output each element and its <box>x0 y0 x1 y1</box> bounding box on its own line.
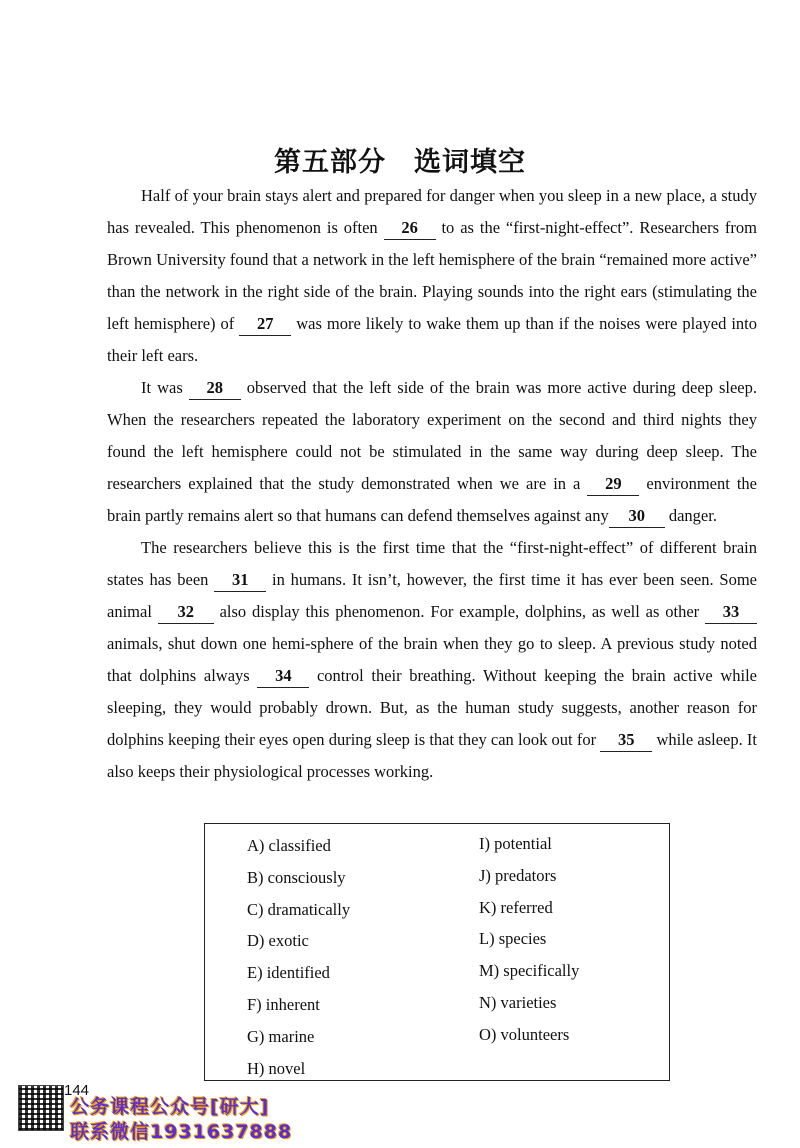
paragraph-1 <box>107 180 757 372</box>
qr-code-icon <box>18 1085 64 1131</box>
passage-text: to as the “first-night-effect”. Researchers from Brown University found that a network in the left hemisphere of the brain “remained more active” than the network in the right side of the brain. Playing sounds into the right ears (stimulating the left hemisphere) of <box>107 218 757 333</box>
blank-29[interactable]: 29 <box>587 473 639 496</box>
blank-35[interactable]: 35 <box>600 729 652 752</box>
passage-text: observed that the left side of the brain was more active during deep sleep. When the researchers repeated the laboratory experiment on the second and third nights they found the left hemisphere could not be stimulated in the same way during deep sleep. The researchers explained that the study demonstrated when we are in a <box>107 378 757 493</box>
option-a: A) classified <box>247 836 331 855</box>
passage-text: environment the brain partly remains alert so that humans can defend themselves against any <box>107 474 758 525</box>
paragraph-3 <box>107 532 757 788</box>
blank-27[interactable]: 27 <box>239 313 291 336</box>
option-g: G) marine <box>247 1026 315 1046</box>
blank-31[interactable]: 31 <box>214 569 266 592</box>
passage-text: It was <box>141 378 189 397</box>
option-n: N) varieties <box>479 992 557 1012</box>
passage-text: The researchers believe this is the first time that the “first-night-effect” of different brain states has been <box>107 538 757 589</box>
option-i: I) potential <box>479 834 552 853</box>
word-bank-left-column <box>247 834 350 1088</box>
blank-28[interactable]: 28 <box>189 377 241 400</box>
passage-text: control their breathing. Without keeping the brain active while sleeping, they would probably drown. But, as the human study suggests, another reason for dolphins keeping their eyes open during sleep is that they can look out for <box>107 666 757 749</box>
option-e: E) identified <box>247 963 330 983</box>
option-c: C) dramatically <box>247 899 351 919</box>
blank-32[interactable]: 32 <box>158 601 214 624</box>
option-d: D) exotic <box>247 931 309 951</box>
word-bank-right-column <box>479 832 579 1055</box>
passage <box>107 180 757 788</box>
passage-text: was more likely to wake them up than if the noises were played into their left ears. <box>107 314 758 365</box>
blank-34[interactable]: 34 <box>257 665 309 688</box>
option-b: B) consciously <box>247 867 346 887</box>
passage-text: animals, shut down one hemi-sphere of the brain when they go to sleep. A previous study noted that dolphins always <box>107 634 757 685</box>
passage-text: danger. <box>664 506 717 525</box>
option-k: K) referred <box>479 897 553 917</box>
option-o: O) volunteers <box>479 1024 570 1044</box>
option-f: F) inherent <box>247 994 320 1014</box>
passage-text: also display this phenomenon. For example, dolphins, as well as other <box>213 602 705 621</box>
option-l: L) species <box>479 929 547 949</box>
watermark-line-1: 公务课程公众号[研大] <box>70 1096 270 1118</box>
option-j: J) predators <box>479 865 557 885</box>
option-h: H) novel <box>247 1058 306 1078</box>
page-number: 144 <box>64 1082 90 1099</box>
passage-text: in humans. It isn’t, however, the first time it has ever been seen. Some animal <box>107 570 757 621</box>
passage-text: while asleep. It also keeps their physiological processes working. <box>107 730 758 781</box>
passage-text: Half of your brain stays alert and prepared for danger when you sleep in a new place, a study has revealed. This phenomenon is often <box>107 186 757 237</box>
paragraph-2 <box>107 372 757 532</box>
blank-26[interactable]: 26 <box>384 217 436 240</box>
blank-33[interactable]: 33 <box>705 601 757 624</box>
blank-30[interactable]: 30 <box>609 505 665 528</box>
word-bank <box>204 823 670 1081</box>
section-title: 第五部分 选词填空 <box>274 147 526 178</box>
watermark-line-2: 联系微信1931637888 <box>70 1121 293 1143</box>
option-m: M) specifically <box>479 961 580 981</box>
